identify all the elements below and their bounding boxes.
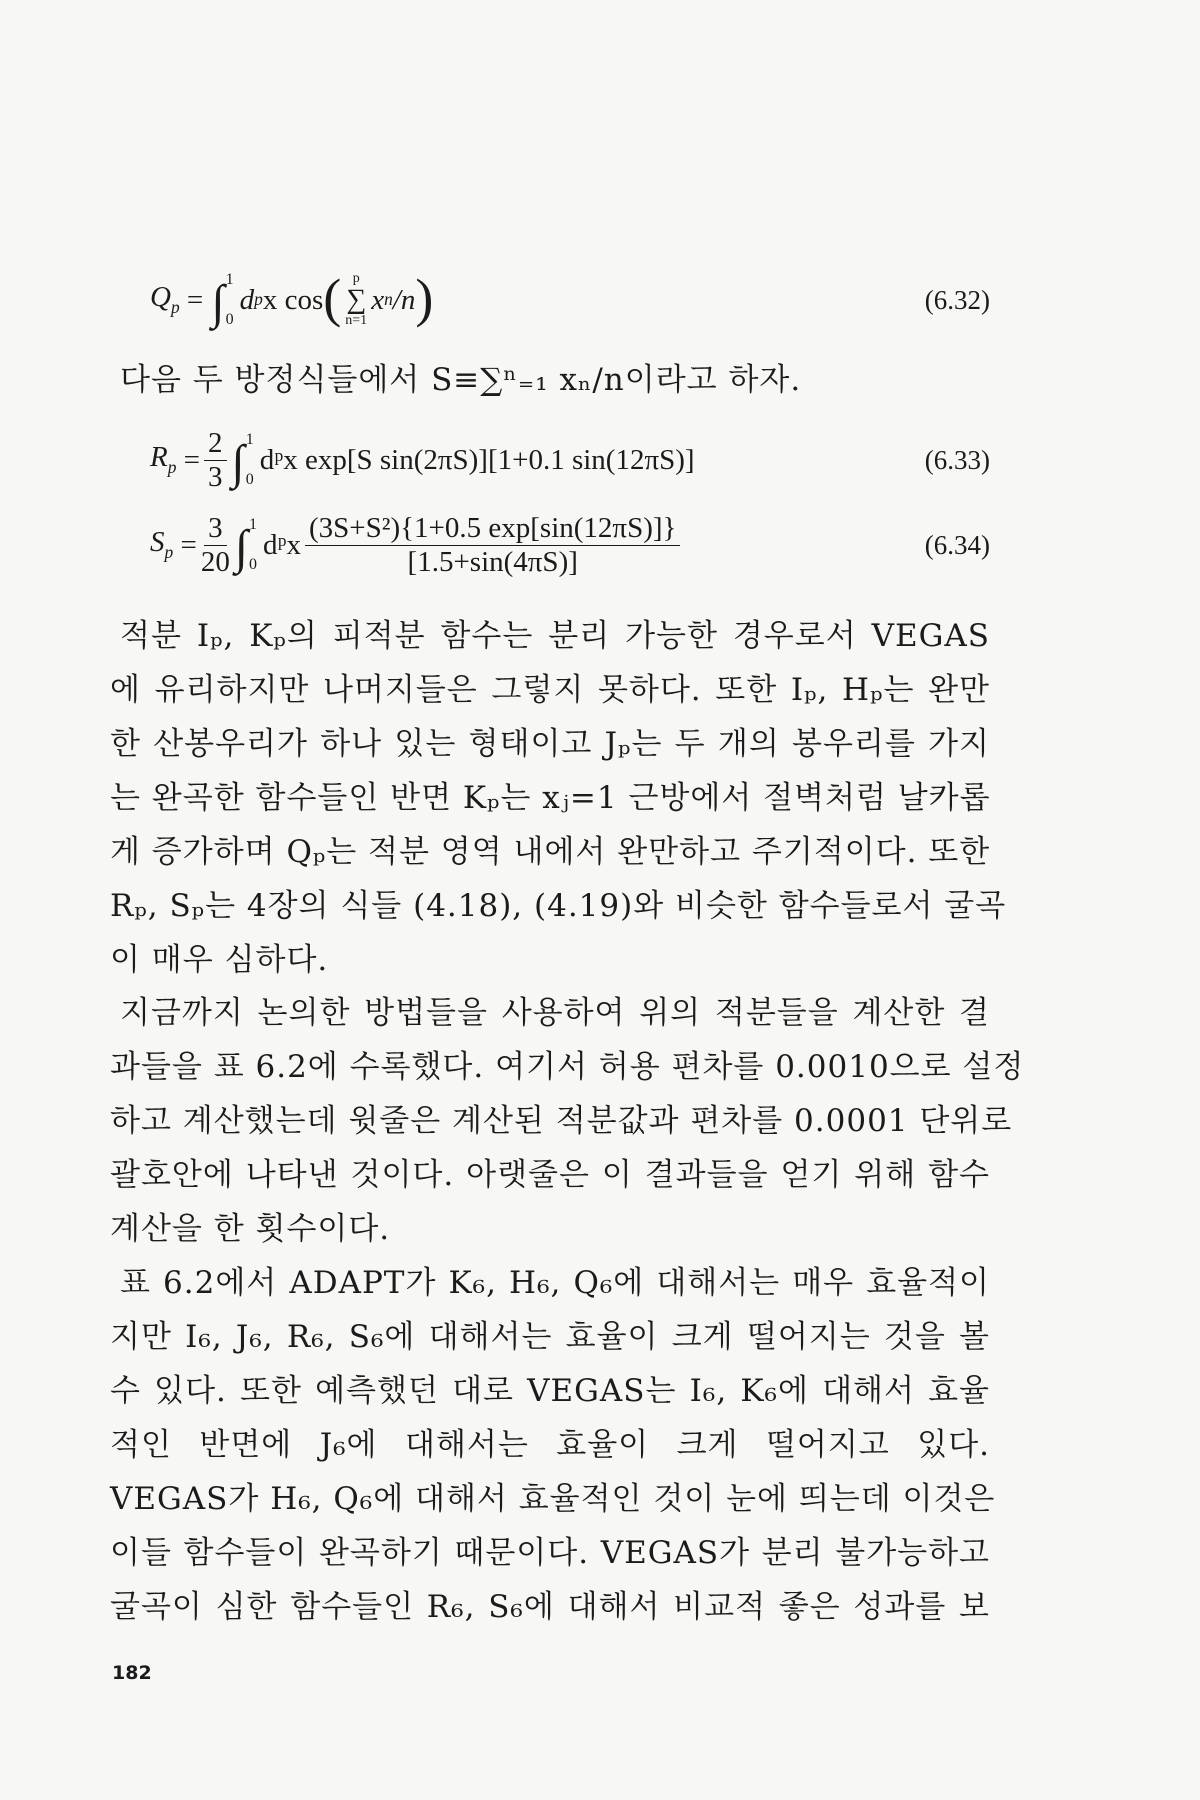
- eq-6-34-coefficient: [200, 511, 230, 578]
- eq-6-32-upper: 1: [225, 271, 234, 288]
- eq-6-33-coef-num: 2: [204, 429, 227, 461]
- eq-6-34-fraction: [305, 511, 680, 578]
- body-line-7: 이 매우 심하다.: [110, 942, 329, 978]
- body-line-17: VEGAS가 H₆, Q₆에 대해서 효율적인 것이 눈에 띄는데 이것은: [110, 1481, 996, 1517]
- eq-6-34-upper: 1: [248, 516, 257, 533]
- eq-6-34-coef-num: 3: [204, 514, 227, 546]
- eq-6-33-lhs-sub: p: [167, 457, 177, 478]
- body-line-15: 수 있다. 또한 예측했던 대로 VEGAS는 I₆, K₆에 대해서 효율: [110, 1373, 990, 1409]
- eq-6-34-denominator: [1.5+sin(4πS)]: [407, 545, 578, 578]
- body-line-1: 적분 Iₚ, Kₚ의 피적분 함수는 분리 가능한 경우로서 VEGAS: [120, 618, 990, 654]
- eq-6-33-upper: 1: [245, 431, 254, 448]
- body-line-4: 는 완곡한 함수들인 반면 Kₚ는 xⱼ=1 근방에서 절벽처럼 날카롭: [110, 780, 991, 816]
- body-line-9: 과들을 표 6.2에 수록했다. 여기서 허용 편차를 0.0010으로 설정: [110, 1049, 1025, 1085]
- body-line-12: 계산을 한 횟수이다.: [110, 1211, 391, 1247]
- body-line-14: 지만 I₆, J₆, R₆, S₆에 대해서는 효율이 크게 떨어지는 것을 볼: [110, 1319, 990, 1355]
- eq-6-33-lhs: R: [150, 441, 168, 474]
- body-line-3: 한 산봉우리가 하나 있는 형태이고 Jₚ는 두 개의 봉우리를 가지: [110, 726, 990, 762]
- equation-6-34: [150, 505, 990, 585]
- equation-number-6-34: (6.34): [924, 529, 990, 560]
- eq-6-34-lower: 0: [248, 556, 257, 573]
- eq-6-32-equals: =: [179, 283, 211, 316]
- eq-6-33-coefficient: [204, 426, 227, 493]
- intro-line: 다음 두 방정식들에서 S≡∑ⁿ₌₁ xₙ/n이라고 하자.: [120, 362, 802, 398]
- left-paren-icon: (: [323, 268, 342, 328]
- eq-6-33-limits: [246, 432, 254, 488]
- eq-6-34-limits: [249, 517, 257, 573]
- eq-6-32-sum: [345, 272, 367, 328]
- body-line-13: 표 6.2에서 ADAPT가 K₆, H₆, Q₆에 대해서는 매우 효율적이: [120, 1265, 990, 1301]
- eq-6-32-lower: 0: [225, 311, 234, 328]
- body-line-2: 에 유리하지만 나머지들은 그렇지 못하다. 또한 Iₚ, Hₚ는 완만: [110, 672, 990, 708]
- eq-6-34-prefix: dᵖx: [262, 528, 301, 561]
- eq-6-34-lhs: S: [150, 526, 165, 559]
- eq-6-32-lhs-sub: p: [170, 297, 180, 318]
- eq-6-32-x-cos: x cos: [262, 283, 324, 316]
- eq-6-33-body: dᵖx exp[S sin(2πS)][1+0.1 sin(12πS)]: [259, 443, 695, 476]
- summation-icon: ∑: [346, 284, 367, 315]
- eq-6-32-sum-tail: /n: [392, 283, 416, 316]
- eq-6-32-limits: [226, 272, 234, 328]
- eq-6-32-sum-top: p: [352, 271, 360, 286]
- body-line-5: 게 증가하며 Qₚ는 적분 영역 내에서 완만하고 주기적이다. 또한: [110, 834, 991, 870]
- body-line-6: Rₚ, Sₚ는 4장의 식들 (4.18), (4.19)와 비슷한 함수들로서 굴곡: [110, 888, 1007, 924]
- body-line-10: 하고 계산했는데 윗줄은 계산된 적분값과 편차를 0.0001 단위로: [110, 1103, 1013, 1139]
- body-line-18: 이들 함수들이 완곡하기 때문이다. VEGAS가 분리 불가능하고: [110, 1535, 990, 1571]
- integral-sign-icon: ∫: [211, 276, 225, 329]
- right-paren-icon: ): [415, 268, 434, 328]
- equation-6-33: [150, 425, 990, 495]
- body-line-11: 괄호안에 나타낸 것이다. 아랫줄은 이 결과들을 얻기 위해 함수: [110, 1157, 990, 1193]
- eq-6-34-numerator: (3S+S²){1+0.5 exp[sin(12πS)]}: [305, 514, 680, 546]
- body-line-8: 지금까지 논의한 방법들을 사용하여 위의 적분들을 계산한 결: [120, 995, 990, 1031]
- eq-6-32-lhs: Q: [150, 281, 171, 314]
- eq-6-32-sum-body: x: [371, 283, 385, 316]
- equation-6-32: [150, 268, 990, 332]
- equation-number-6-33: (6.33): [924, 444, 990, 475]
- eq-6-34-lhs-sub: p: [164, 542, 174, 563]
- body-line-19: 굴곡이 심한 함수들인 R₆, S₆에 대해서 비교적 좋은 성과를 보: [110, 1589, 990, 1625]
- eq-6-33-coef-den: 3: [208, 460, 223, 493]
- eq-6-32-sum-bottom: n=1: [345, 313, 368, 328]
- eq-6-34-coef-den: 20: [200, 545, 230, 578]
- eq-6-34-equals: =: [173, 528, 197, 561]
- equation-number-6-32: (6.32): [924, 284, 990, 315]
- integral-sign-icon: ∫: [234, 521, 248, 574]
- eq-6-32-d-sup: p: [254, 289, 263, 310]
- eq-6-32-d: d: [239, 283, 255, 316]
- eq-6-33-equals: =: [176, 443, 201, 476]
- page-number: 182: [112, 1662, 152, 1684]
- integral-sign-icon: ∫: [231, 436, 245, 489]
- eq-6-32-sum-body-sub: n: [384, 289, 393, 310]
- eq-6-33-lower: 0: [245, 471, 254, 488]
- body-line-16: 적인 반면에 J₆에 대해서는 효율이 크게 떨어지고 있다.: [110, 1427, 990, 1463]
